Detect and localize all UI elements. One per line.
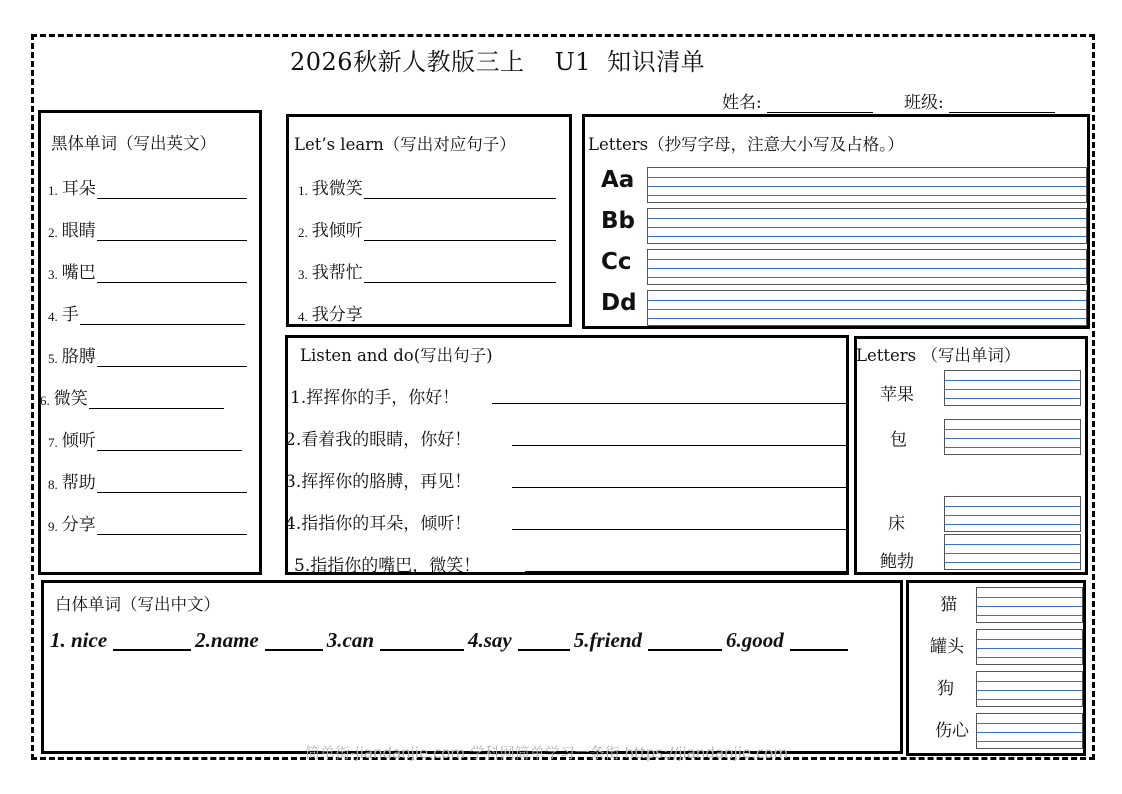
guide-line [977, 741, 1082, 742]
item-text: 我帮忙 [311, 263, 363, 283]
item-text: 5.指指你的嘴巴，微笑！ [294, 556, 481, 576]
white-words-header: 白体单词（写出中文） [55, 595, 220, 614]
answer-blank[interactable] [364, 264, 556, 283]
guide-line [648, 218, 1086, 219]
letter-label: Dd [601, 290, 637, 316]
bold-word-item [48, 174, 247, 199]
item-number: 3. [48, 267, 58, 282]
item-text: 4.指指你的耳朵，倾听！ [285, 514, 472, 534]
item-text: 1.挥挥你的手，你好！ [290, 388, 460, 408]
white-word: 5.friend [573, 628, 642, 652]
guide-line [977, 699, 1082, 700]
listen-do-item [294, 551, 480, 576]
word-label: 伤心 [935, 721, 969, 741]
guide-line [977, 690, 1082, 691]
guide-line [648, 236, 1086, 237]
word-label: 包 [890, 430, 907, 450]
answer-blank[interactable] [97, 348, 247, 367]
guide-line [945, 524, 1080, 525]
answer-blank[interactable] [80, 306, 245, 325]
answer-blank[interactable] [97, 474, 247, 493]
item-number: 3. [298, 267, 308, 282]
word-writing-lines[interactable] [944, 534, 1081, 570]
item-text: 胳膊 [61, 347, 96, 367]
guide-line [648, 186, 1086, 187]
word-writing-lines[interactable] [976, 629, 1083, 665]
answer-blank[interactable] [113, 629, 191, 651]
guide-line [945, 544, 1080, 545]
letter-writing-lines[interactable] [647, 290, 1087, 326]
white-word: 4.say [468, 628, 512, 652]
guide-line [945, 447, 1080, 448]
answer-blank[interactable] [97, 222, 247, 241]
item-text: 我微笑 [311, 179, 363, 199]
answer-blank[interactable] [265, 629, 323, 651]
guide-line [977, 657, 1082, 658]
word-label: 鲍勃 [880, 552, 914, 572]
bold-word-item [48, 300, 245, 325]
listen-do-item [290, 383, 459, 408]
letter-writing-lines[interactable] [647, 208, 1087, 244]
item-number: 1. [298, 183, 308, 198]
class-field[interactable] [904, 88, 1055, 113]
white-word: 2.name [195, 628, 259, 652]
letter-label: Aa [601, 167, 635, 193]
word-writing-lines[interactable] [944, 496, 1081, 532]
name-blank[interactable] [767, 94, 873, 113]
letter-label: Bb [601, 208, 635, 234]
guide-line [977, 597, 1082, 598]
guide-line [648, 277, 1086, 278]
name-field[interactable] [722, 88, 873, 113]
word-label: 床 [888, 514, 905, 534]
guide-line [648, 227, 1086, 228]
item-text: 帮助 [61, 473, 96, 493]
item-text: 微笑 [53, 389, 88, 409]
bold-word-item [48, 510, 247, 535]
name-label: 姓名: [722, 93, 762, 113]
guide-line [945, 515, 1080, 516]
answer-blank[interactable] [89, 390, 224, 409]
item-number: 1. [48, 183, 58, 198]
page-title: 2026秋新人教版三上 U1 知识清单 [290, 48, 706, 76]
white-words-row [50, 628, 852, 653]
guide-line [977, 648, 1082, 649]
guide-line [945, 398, 1080, 399]
answer-blank[interactable] [648, 629, 722, 651]
word-writing-lines[interactable] [944, 370, 1081, 406]
guide-line [945, 553, 1080, 554]
white-word: 3.can [326, 628, 374, 652]
item-text: 耳朵 [61, 179, 96, 199]
item-number: 4. [48, 309, 58, 324]
lets-learn-item [298, 300, 556, 325]
lets-learn-item [298, 216, 556, 241]
item-text: 手 [61, 305, 79, 325]
word-label: 苹果 [880, 385, 914, 405]
item-number: 9. [48, 519, 58, 534]
lets-learn-item [298, 174, 556, 199]
answer-blank[interactable] [97, 264, 247, 283]
lets-learn-header: Let’s learn（写出对应句子） [294, 135, 516, 154]
item-text: 3.挥挥你的胳膊，再见！ [285, 472, 472, 492]
answer-blank[interactable] [364, 306, 556, 325]
word-writing-lines[interactable] [976, 587, 1083, 623]
bold-word-item [48, 258, 247, 283]
answer-blank[interactable] [512, 445, 846, 446]
answer-blank[interactable] [97, 180, 247, 199]
listen-do-item [285, 509, 471, 534]
guide-line [977, 723, 1082, 724]
item-number: 7. [48, 435, 58, 450]
guide-line [945, 380, 1080, 381]
class-label: 班级: [904, 93, 944, 113]
guide-line [977, 732, 1082, 733]
item-text: 嘴巴 [61, 263, 96, 283]
answer-blank[interactable] [492, 403, 846, 404]
guide-line [977, 606, 1082, 607]
guide-line [977, 615, 1082, 616]
word-writing-lines[interactable] [976, 671, 1083, 707]
item-number: 5. [48, 351, 58, 366]
class-blank[interactable] [949, 94, 1055, 113]
listen-do-box [285, 335, 849, 575]
guide-line [648, 309, 1086, 310]
answer-blank[interactable] [518, 629, 570, 651]
answer-blank[interactable] [364, 222, 556, 241]
guide-line [977, 639, 1082, 640]
item-text: 2.看着我的眼睛，你好！ [285, 430, 472, 450]
guide-line [648, 318, 1086, 319]
item-number: 8. [48, 477, 58, 492]
item-text: 眼睛 [61, 221, 96, 241]
item-number: 6. [40, 393, 50, 408]
guide-line [648, 300, 1086, 301]
guide-line [648, 177, 1086, 178]
listen-do-header: Listen and do(写出句子) [300, 346, 493, 365]
guide-line [977, 681, 1082, 682]
bold-words-header: 黑体单词（写出英文） [51, 134, 216, 153]
lets-learn-item [298, 258, 556, 283]
answer-blank[interactable] [512, 487, 846, 488]
guide-line [648, 195, 1086, 196]
item-text: 倾听 [61, 431, 96, 451]
guide-line [945, 389, 1080, 390]
guide-line [945, 429, 1080, 430]
item-number: 2. [48, 225, 58, 240]
word-writing-lines[interactable] [944, 419, 1081, 455]
white-word: 1. nice [50, 628, 108, 652]
bold-word-item [48, 216, 247, 241]
guide-line [648, 268, 1086, 269]
item-number: 4. [298, 309, 308, 324]
bold-word-item [48, 342, 247, 367]
listen-do-item [285, 467, 471, 492]
letter-writing-lines[interactable] [647, 167, 1087, 203]
guide-line [945, 506, 1080, 507]
listen-do-item [285, 425, 471, 450]
item-number: 2. [298, 225, 308, 240]
answer-blank[interactable] [512, 529, 846, 530]
answer-blank[interactable] [380, 629, 464, 651]
item-text: 我分享 [311, 305, 363, 325]
bold-word-item [48, 426, 242, 451]
guide-line [945, 562, 1080, 563]
letter-label: Cc [601, 249, 632, 275]
item-text: 我倾听 [311, 221, 363, 241]
word-writing-lines[interactable] [976, 713, 1083, 749]
guide-line [945, 438, 1080, 439]
answer-blank[interactable] [97, 516, 247, 535]
letter-writing-lines[interactable] [647, 249, 1087, 285]
answer-blank[interactable] [525, 571, 846, 572]
word-label: 狗 [937, 679, 954, 699]
answer-blank[interactable] [97, 432, 242, 451]
guide-line [648, 259, 1086, 260]
letters-copy-header: Letters（抄写字母，注意大小写及占格。） [588, 135, 904, 154]
white-word: 6.good [726, 628, 784, 652]
answer-blank[interactable] [790, 629, 848, 651]
word-label: 罐头 [930, 637, 964, 657]
letters-words-header: Letters （写出单词） [856, 346, 1021, 365]
bold-word-item [48, 468, 247, 493]
word-label: 猫 [940, 595, 957, 615]
watermark: 简单街-jiandanjie.com 学科网简单学习一条街 https://jiandanjie.com [305, 744, 788, 762]
answer-blank[interactable] [364, 180, 556, 199]
bold-word-item [40, 384, 224, 409]
item-text: 分享 [61, 515, 96, 535]
